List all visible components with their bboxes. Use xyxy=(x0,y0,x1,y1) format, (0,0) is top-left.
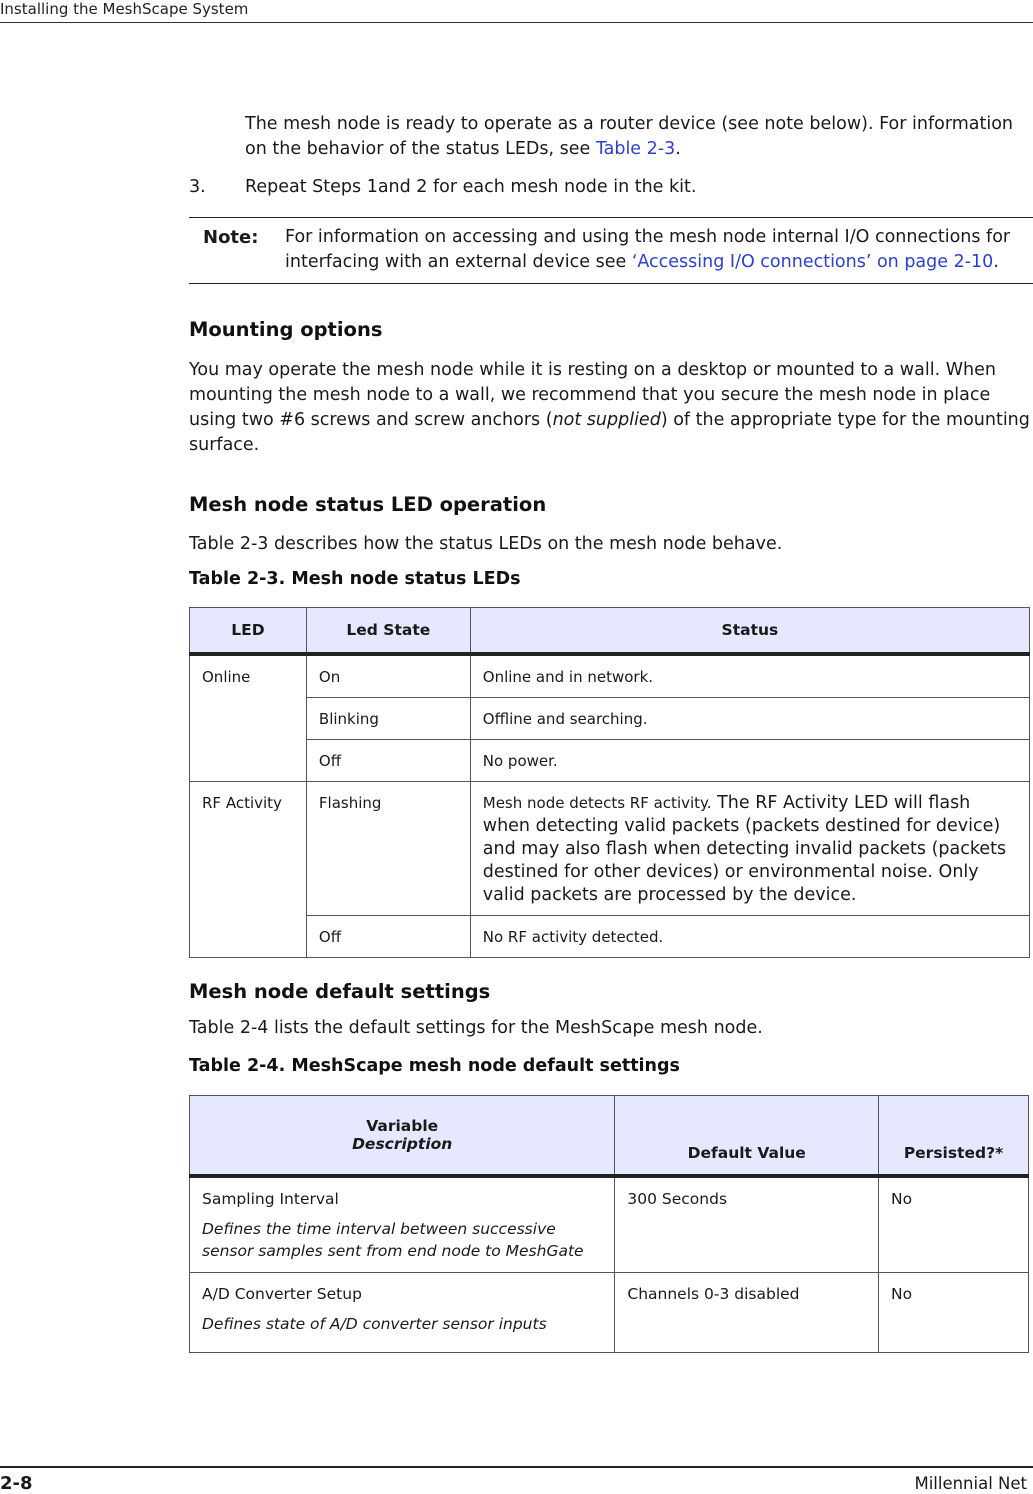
setting-description: Defines state of A/D converter sensor inputs xyxy=(202,1315,547,1333)
table-row xyxy=(190,654,1030,698)
footer-rule xyxy=(0,1466,1033,1468)
col-header-status: Status xyxy=(470,608,1029,655)
col-header-led-state: Led State xyxy=(306,608,470,655)
led-heading: Mesh node status LED operation xyxy=(189,493,547,516)
note-label: Note: xyxy=(203,227,259,248)
col-header-default: Default Value xyxy=(615,1096,879,1177)
led-state: On xyxy=(306,654,470,698)
defaults-table-caption: Table 2-4. MeshScape mesh node default settings xyxy=(189,1056,680,1076)
default-value: Channels 0-3 disabled xyxy=(615,1273,879,1353)
setting-name: A/D Converter Setup xyxy=(202,1285,362,1303)
led-state: Off xyxy=(306,740,470,782)
note-top-rule xyxy=(189,217,1033,218)
led-state: Flashing xyxy=(306,782,470,916)
note-bottom-rule xyxy=(189,283,1033,284)
page-number: 2-8 xyxy=(0,1473,33,1494)
col-header-persisted: Persisted?* xyxy=(879,1096,1029,1177)
default-value: 300 Seconds xyxy=(615,1176,879,1273)
persisted-value: No xyxy=(879,1176,1029,1273)
note-text: For information on accessing and using the mesh node internal I/O connections for interfacing with an external device see ‘Accessing I/O connections’ on page 2-10. xyxy=(285,227,1011,272)
table-2-3-link[interactable]: Table 2-3 xyxy=(595,139,676,159)
led-state: Blinking xyxy=(306,698,470,740)
defaults-intro: Table 2-4 lists the default settings for the MeshScape mesh node. xyxy=(189,1018,763,1038)
led-table-caption: Table 2-3. Mesh node status LEDs xyxy=(189,569,521,589)
col-header-variable: Variable Description xyxy=(190,1096,615,1177)
company-name: Millennial Net xyxy=(914,1474,1027,1493)
setting-name: Sampling Interval xyxy=(202,1190,339,1208)
col-header-led: LED xyxy=(190,608,307,655)
table-row xyxy=(190,916,1030,958)
default-settings-table xyxy=(189,1095,1029,1353)
led-status-table xyxy=(189,607,1030,958)
led-status: No RF activity detected. xyxy=(470,916,1029,958)
intro-paragraph: The mesh node is ready to operate as a router device (see note below). For information on the behavior of the status LEDs, see Table 2-3. xyxy=(245,114,1014,159)
table-row xyxy=(190,1176,1029,1273)
table-row xyxy=(190,740,1030,782)
led-status: Mesh node detects RF activity. The RF Activity LED will flash when detecting valid packets (packets destined for device) and may also flash when detecting invalid packets (packets destined for other devices) or environmental noise. Only valid packets are processed by the device. xyxy=(470,782,1029,916)
running-header: Installing the MeshScape System xyxy=(0,0,249,18)
mounting-heading: Mounting options xyxy=(189,318,383,341)
led-state: Off xyxy=(306,916,470,958)
led-name: RF Activity xyxy=(190,782,307,958)
table-row xyxy=(190,698,1030,740)
step-number: 3. xyxy=(189,177,206,197)
accessing-io-link[interactable]: ‘Accessing I/O connections’ on page 2-10 xyxy=(631,252,994,272)
led-intro: Table 2-3 describes how the status LEDs on the mesh node behave. xyxy=(189,534,783,554)
led-status: Online and in network. xyxy=(470,654,1029,698)
led-name: Online xyxy=(190,654,307,782)
mounting-paragraph: You may operate the mesh node while it is resting on a desktop or mounted to a wall. When mounting the mesh node to a wall, we recommend that you secure the mesh node in place using two #6 screws and screw anchors (not supplied) of the appropriate type for the mounting surface. xyxy=(189,360,1030,455)
header-rule xyxy=(0,22,1033,23)
led-status: No power. xyxy=(470,740,1029,782)
table-row xyxy=(190,1273,1029,1353)
table-row xyxy=(190,782,1030,916)
led-status: Offline and searching. xyxy=(470,698,1029,740)
persisted-value: No xyxy=(879,1273,1029,1353)
step-text: Repeat Steps 1and 2 for each mesh node in the kit. xyxy=(245,177,697,197)
setting-description: Defines the time interval between successive sensor samples sent from end node to MeshGate xyxy=(202,1220,584,1260)
defaults-heading: Mesh node default settings xyxy=(189,980,491,1003)
